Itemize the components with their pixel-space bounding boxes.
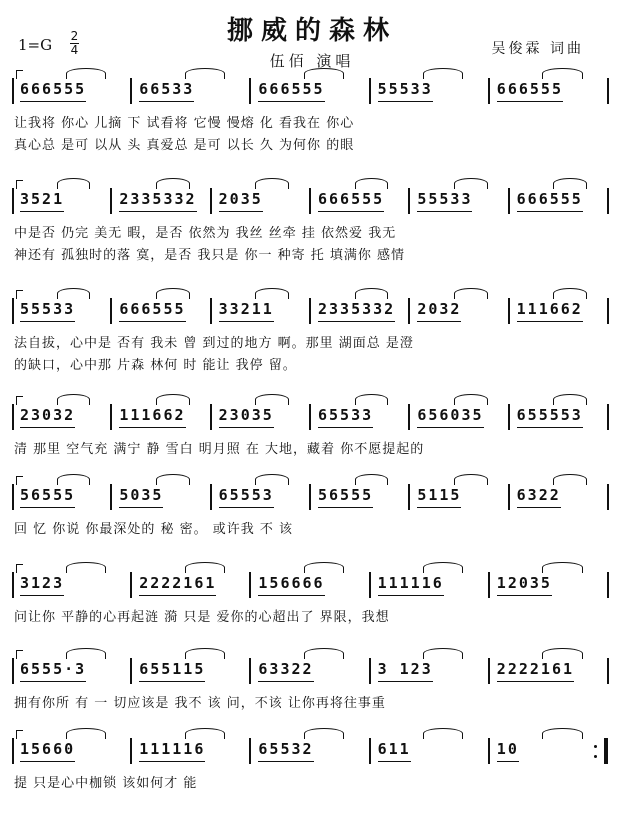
measure: 63322 xyxy=(258,660,313,678)
measure: 111662 xyxy=(517,300,583,318)
bar-line xyxy=(130,78,132,104)
measure: 655553 xyxy=(517,406,583,424)
slur-arc xyxy=(66,562,106,573)
slur-arc xyxy=(355,394,389,405)
notation-line xyxy=(10,68,614,102)
measure: 23032 xyxy=(20,406,75,424)
score-system xyxy=(10,288,614,396)
bar-line xyxy=(369,658,371,684)
slur-arc xyxy=(542,648,582,659)
bar-line xyxy=(309,404,311,430)
measure: 56555 xyxy=(318,486,373,504)
lyric-line: 神还有 孤独时的落 寞，是否 我只是 你一 种寄 托 填满你 感情 xyxy=(14,248,406,263)
slur-arc xyxy=(542,728,582,739)
measure: 2335332 xyxy=(318,300,395,318)
bar-line xyxy=(607,404,609,430)
measure: 55533 xyxy=(20,300,75,318)
measure: 10 xyxy=(497,740,519,758)
bar-line xyxy=(110,188,112,214)
bar-line xyxy=(130,658,132,684)
slur-arc xyxy=(454,394,488,405)
slur-arc xyxy=(454,288,488,299)
notation-line xyxy=(10,178,614,212)
measure: 655115 xyxy=(139,660,205,678)
slur-arc xyxy=(553,474,587,485)
bar-line xyxy=(309,298,311,324)
slur-arc xyxy=(156,288,190,299)
score-system xyxy=(10,68,614,176)
bar-line xyxy=(12,484,14,510)
notation-line xyxy=(10,648,614,682)
measure: 666555 xyxy=(119,300,185,318)
bar-line xyxy=(607,78,609,104)
slur-arc xyxy=(255,394,289,405)
slur-arc xyxy=(255,474,289,485)
phrase-tick xyxy=(16,564,23,573)
bar-line xyxy=(369,78,371,104)
bar-line xyxy=(12,404,14,430)
measure: 23035 xyxy=(219,406,274,424)
bar-line xyxy=(12,188,14,214)
measure: 5115 xyxy=(417,486,461,504)
slur-arc xyxy=(66,648,106,659)
slur-arc xyxy=(454,474,488,485)
slur-arc xyxy=(542,562,582,573)
measure: 55533 xyxy=(417,190,472,208)
repeat-dots xyxy=(594,742,598,762)
singer-credit: 伍佰 演唱 xyxy=(269,52,355,70)
time-signature-top: 2 xyxy=(70,29,79,43)
measure: 65533 xyxy=(318,406,373,424)
slur-arc xyxy=(423,562,463,573)
measure: 666555 xyxy=(20,80,86,98)
bar-line xyxy=(488,78,490,104)
bar-line xyxy=(210,484,212,510)
measure: 656035 xyxy=(417,406,483,424)
lyric-line: 问让你 平静的心再起涟 漪 只是 爱你的心超出了 界限，我想 xyxy=(14,610,390,625)
slur-arc xyxy=(553,178,587,189)
notation-line xyxy=(10,728,614,762)
slur-arc xyxy=(255,178,289,189)
bar-line xyxy=(110,298,112,324)
slur-arc xyxy=(423,68,463,79)
measure: 12035 xyxy=(497,574,552,592)
slur-arc xyxy=(57,394,91,405)
song-title: 挪威的森林 xyxy=(226,16,397,46)
bar-line xyxy=(249,658,251,684)
measure: 2222161 xyxy=(497,660,574,678)
bar-line xyxy=(309,484,311,510)
slur-arc xyxy=(185,68,225,79)
bar-line xyxy=(488,658,490,684)
phrase-tick xyxy=(16,290,23,299)
measure: 611 xyxy=(378,740,411,758)
slur-arc xyxy=(156,178,190,189)
notation-line xyxy=(10,562,614,596)
slur-arc xyxy=(304,728,344,739)
measure: 56555 xyxy=(20,486,75,504)
measure: 6555·3 xyxy=(20,660,86,678)
measure: 66533 xyxy=(139,80,194,98)
bar-line xyxy=(508,484,510,510)
bar-line xyxy=(210,298,212,324)
slur-arc xyxy=(57,288,91,299)
measure: 111116 xyxy=(378,574,444,592)
measure: 2032 xyxy=(417,300,461,318)
lyric-line: 让我将 你心 儿摘 下 试看将 它慢 慢熔 化 看我在 你心 xyxy=(14,116,355,131)
bar-line xyxy=(210,404,212,430)
notation-line xyxy=(10,394,614,428)
phrase-tick xyxy=(16,650,23,659)
slur-arc xyxy=(156,474,190,485)
bar-line xyxy=(488,738,490,764)
final-bar-line xyxy=(604,738,608,764)
slur-arc xyxy=(304,648,344,659)
measure: 666555 xyxy=(258,80,324,98)
slur-arc xyxy=(355,474,389,485)
slur-arc xyxy=(304,68,344,79)
lyric-line: 回 忆 你说 你最深处的 秘 密。 或许我 不 该 xyxy=(14,522,294,537)
measure: 666555 xyxy=(497,80,563,98)
slur-arc xyxy=(185,728,225,739)
bar-line xyxy=(607,484,609,510)
bar-line xyxy=(210,188,212,214)
measure: 111662 xyxy=(119,406,185,424)
bar-line xyxy=(12,572,14,598)
slur-arc xyxy=(185,648,225,659)
measure: 666555 xyxy=(517,190,583,208)
measure: 3123 xyxy=(20,574,64,592)
lyric-line: 提 只是心中枷锁 该如何才 能 xyxy=(14,776,198,791)
measure: 15660 xyxy=(20,740,75,758)
bar-line xyxy=(408,298,410,324)
slur-arc xyxy=(255,288,289,299)
phrase-tick xyxy=(16,70,23,79)
lyric-line: 拥有你所 有 一 切应该是 我不 该 问，不该 让你再将往事重 xyxy=(14,696,386,711)
bar-line xyxy=(508,404,510,430)
measure: 3521 xyxy=(20,190,64,208)
lyric-line: 清 那里 空气充 满宁 静 雪白 明月照 在 大地，藏着 你不愿提起的 xyxy=(14,442,425,457)
measure: 33211 xyxy=(219,300,274,318)
bar-line xyxy=(607,572,609,598)
bar-line xyxy=(488,572,490,598)
bar-line xyxy=(12,658,14,684)
slur-arc xyxy=(355,288,389,299)
measure: 156666 xyxy=(258,574,324,592)
slur-arc xyxy=(454,178,488,189)
bar-line xyxy=(607,188,609,214)
lyric-line: 的缺口，心中那 片森 林何 时 能让 我停 留。 xyxy=(14,358,297,373)
bar-line xyxy=(508,188,510,214)
score-system xyxy=(10,178,614,286)
bar-line xyxy=(110,484,112,510)
bar-line xyxy=(12,298,14,324)
measure: 2035 xyxy=(219,190,263,208)
phrase-tick xyxy=(16,730,23,739)
measure: 2222161 xyxy=(139,574,216,592)
bar-line xyxy=(607,658,609,684)
bar-line xyxy=(249,572,251,598)
bar-line xyxy=(249,738,251,764)
slur-arc xyxy=(57,474,91,485)
bar-line xyxy=(130,738,132,764)
slur-arc xyxy=(542,68,582,79)
slur-arc xyxy=(57,178,91,189)
key-signature: 1=G xyxy=(18,36,53,54)
measure: 65553 xyxy=(219,486,274,504)
slur-arc xyxy=(355,178,389,189)
measure: 65532 xyxy=(258,740,313,758)
bar-line xyxy=(607,298,609,324)
slur-arc xyxy=(553,394,587,405)
bar-line xyxy=(110,404,112,430)
measure: 3 123 xyxy=(378,660,433,678)
notation-line xyxy=(10,288,614,322)
slur-arc xyxy=(553,288,587,299)
score-system xyxy=(10,728,614,836)
slur-arc xyxy=(423,648,463,659)
bar-line xyxy=(12,78,14,104)
measure: 6322 xyxy=(517,486,561,504)
composer-credit: 吴俊霖 词曲 xyxy=(491,41,584,57)
bar-line xyxy=(249,78,251,104)
bar-line xyxy=(408,404,410,430)
phrase-tick xyxy=(16,476,23,485)
bar-line xyxy=(12,738,14,764)
slur-arc xyxy=(66,68,106,79)
notation-line xyxy=(10,474,614,508)
slur-arc xyxy=(185,562,225,573)
lyric-line: 中是否 仍完 美无 暇，是否 依然为 我丝 丝牵 挂 依然爱 我无 xyxy=(14,226,397,241)
bar-line xyxy=(408,484,410,510)
measure: 2335332 xyxy=(119,190,196,208)
bar-line xyxy=(408,188,410,214)
bar-line xyxy=(369,572,371,598)
bar-line xyxy=(130,572,132,598)
measure: 5035 xyxy=(119,486,163,504)
slur-arc xyxy=(66,728,106,739)
bar-line xyxy=(309,188,311,214)
lyric-line: 法自拔，心中是 否有 我未 曾 到过的地方 啊。那里 湖面总 是澄 xyxy=(14,336,414,351)
lyric-line: 真心总 是可 以从 头 真爱总 是可 以长 久 为何你 的眼 xyxy=(14,138,355,153)
phrase-tick xyxy=(16,180,23,189)
bar-line xyxy=(369,738,371,764)
measure: 55533 xyxy=(378,80,433,98)
measure: 666555 xyxy=(318,190,384,208)
measure: 111116 xyxy=(139,740,205,758)
phrase-tick xyxy=(16,396,23,405)
slur-arc xyxy=(423,728,463,739)
time-signature-bottom: 4 xyxy=(70,43,79,57)
slur-arc xyxy=(304,562,344,573)
bar-line xyxy=(508,298,510,324)
slur-arc xyxy=(156,394,190,405)
